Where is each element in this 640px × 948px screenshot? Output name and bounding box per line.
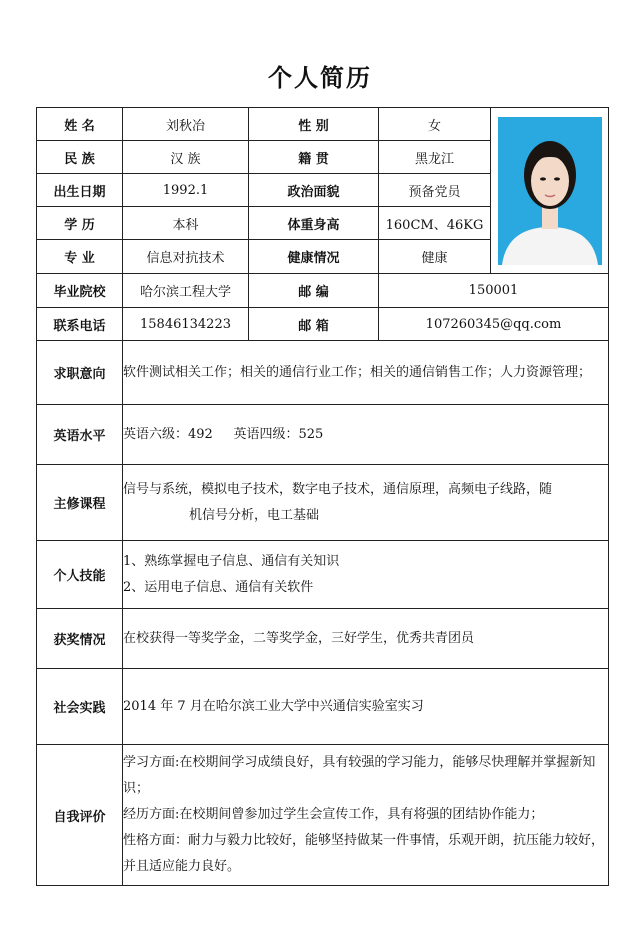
- row-phone: [37, 308, 609, 341]
- ethnicity-label: 民 族: [37, 141, 123, 174]
- row-school: [37, 274, 609, 308]
- awards-label: 获奖情况: [37, 609, 123, 669]
- major-value: 信息对抗技术: [123, 240, 249, 274]
- birth-value: 1992.1: [123, 174, 249, 207]
- skills-line-1: 1、熟练掌握电子信息、通信有关知识: [123, 553, 340, 569]
- birth-label: 出生日期: [37, 174, 123, 207]
- row-english: [37, 405, 609, 465]
- courses-label: 主修课程: [37, 465, 123, 541]
- awards-value: 在校获得一等奖学金，二等奖学金，三好学生，优秀共青团员: [123, 609, 609, 669]
- school-value: 哈尔滨工程大学: [123, 274, 249, 308]
- gender-label: 性 别: [249, 108, 379, 141]
- politics-value: 预备党员: [379, 174, 491, 207]
- school-label: 毕业院校: [37, 274, 123, 308]
- job-intent-label: 求职意向: [37, 341, 123, 405]
- courses-value: [123, 465, 609, 541]
- profile-photo: [498, 117, 602, 265]
- practice-value: 2014 年 7 月在哈尔滨工业大学中兴通信实验室实习: [123, 669, 609, 745]
- education-label: 学 历: [37, 207, 123, 240]
- skills-value: [123, 541, 609, 609]
- ethnicity-value: 汉 族: [123, 141, 249, 174]
- hometown-label: 籍 贯: [249, 141, 379, 174]
- phone-label: 联系电话: [37, 308, 123, 341]
- name-value: 刘秋冶: [123, 108, 249, 141]
- courses-line-1: 信号与系统，模拟电子技术，数字电子技术，通信原理，高频电子线路，随: [123, 481, 553, 497]
- body-label: 体重身高: [249, 207, 379, 240]
- courses-line-2: 机信号分析，电工基础: [189, 507, 320, 523]
- self-evaluation-label: 自我评价: [37, 745, 123, 886]
- politics-label: 政治面貌: [249, 174, 379, 207]
- row-skills: [37, 541, 609, 609]
- job-intent-value: 软件测试相关工作；相关的通信行业工作；相关的通信销售工作；人力资源管理；: [123, 341, 609, 405]
- row-courses: [37, 465, 609, 541]
- row-self-evaluation: [37, 745, 609, 886]
- self-study: 学习方面:在校期间学习成绩良好，具有较强的学习能力，能够尽快理解并掌握新知识；: [123, 755, 596, 796]
- postcode-value: 150001: [379, 274, 609, 308]
- row-awards: [37, 609, 609, 669]
- hometown-value: 黑龙江: [379, 141, 491, 174]
- health-value: 健康: [379, 240, 491, 274]
- email-label: 邮 箱: [249, 308, 379, 341]
- page-title: 个人简历: [268, 64, 372, 92]
- english-value: 英语六级：492 英语四级：525: [123, 405, 609, 465]
- profile-photo-image: [498, 117, 602, 265]
- self-experience: 经历方面:在校期间曾参加过学生会宣传工作，具有将强的团结协作能力；: [123, 807, 544, 822]
- body-value: 160CM、46KG: [379, 207, 491, 240]
- email-value: 107260345@qq.com: [379, 308, 609, 341]
- self-evaluation-value: [123, 745, 609, 886]
- health-label: 健康情况: [249, 240, 379, 274]
- gender-value: 女: [379, 108, 491, 141]
- postcode-label: 邮 编: [249, 274, 379, 308]
- phone-value: 15846134223: [123, 308, 249, 341]
- major-label: 专 业: [37, 240, 123, 274]
- english-label: 英语水平: [37, 405, 123, 465]
- self-character: 性格方面：耐力与毅力比较好，能够坚持做某一件事情，乐观开朗，抗压能力较好，并且适应能力良好。: [123, 833, 605, 874]
- skills-line-2: 2、运用电子信息、通信有关软件: [123, 579, 314, 595]
- practice-label: 社会实践: [37, 669, 123, 745]
- row-job-intent: [37, 341, 609, 405]
- resume-table: [36, 107, 609, 886]
- photo-cell: [491, 108, 609, 274]
- row-practice: [37, 669, 609, 745]
- row-name: [37, 108, 609, 141]
- education-value: 本科: [123, 207, 249, 240]
- skills-label: 个人技能: [37, 541, 123, 609]
- name-label: 姓 名: [37, 108, 123, 141]
